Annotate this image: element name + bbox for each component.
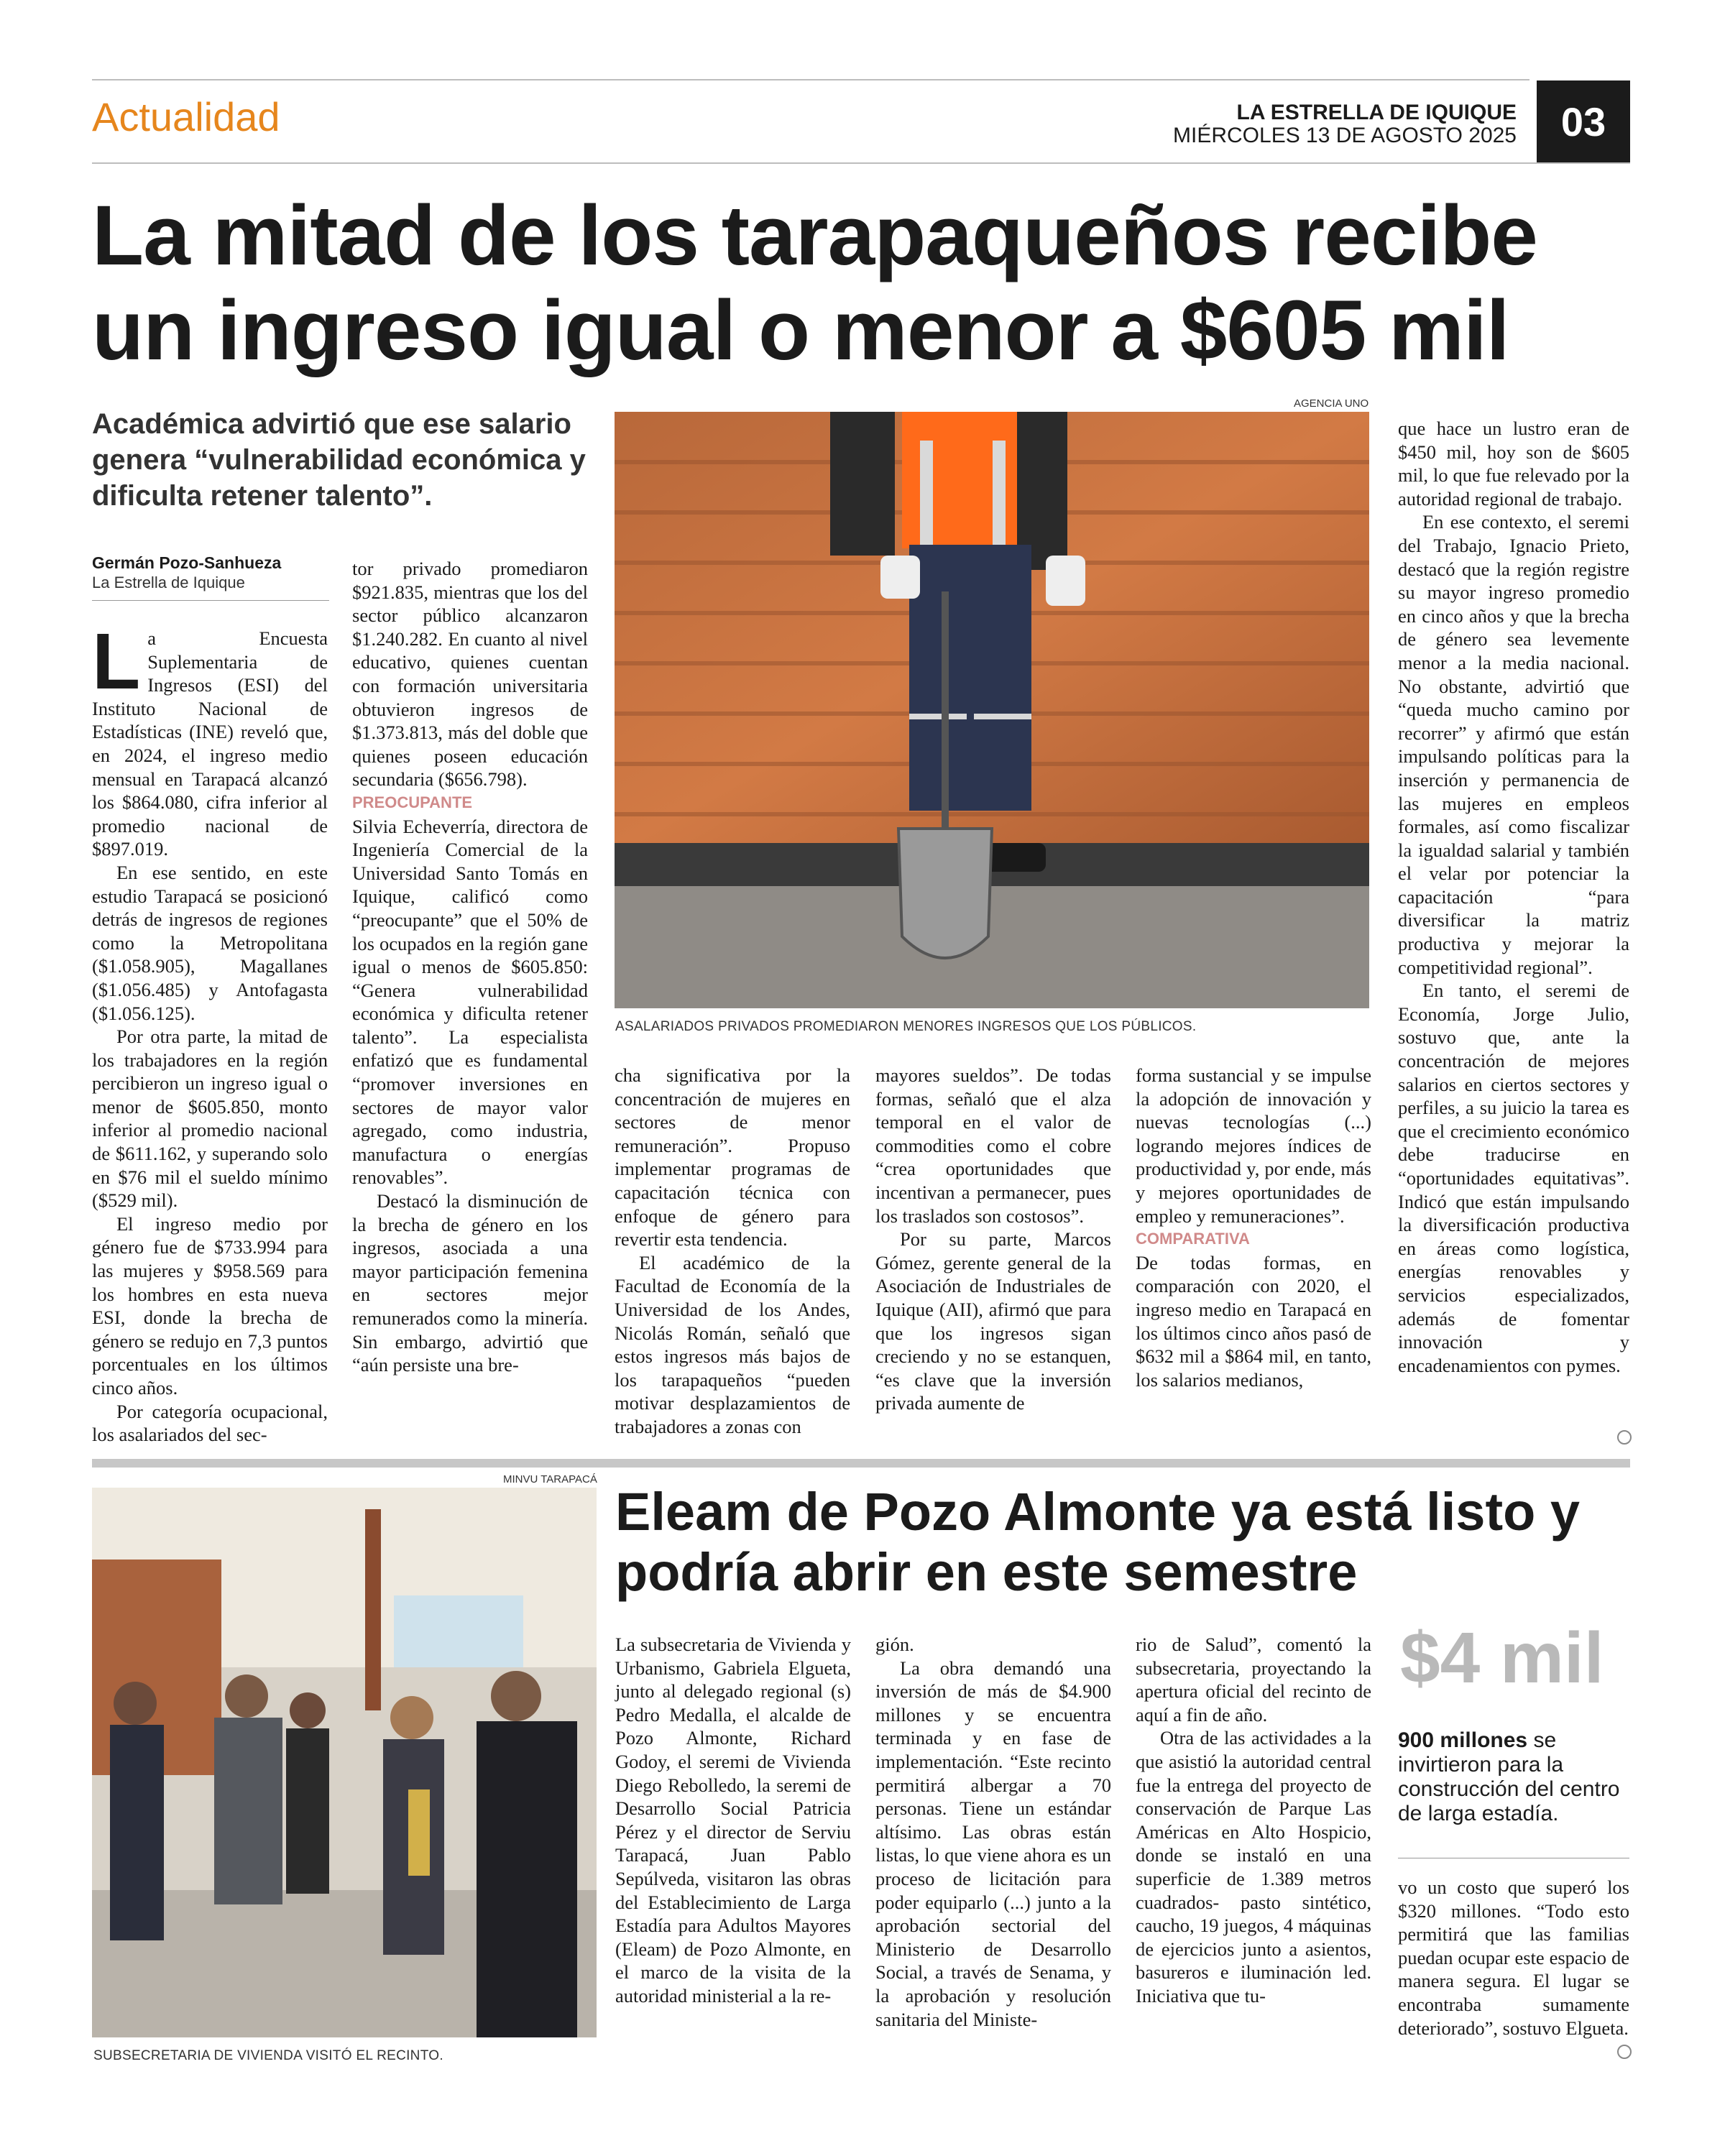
- paragraph: gión.: [875, 1634, 914, 1655]
- subheadline: Académica advirtió que ese salario genera “vulnerabilidad económica y dificulta retener talento”.: [92, 408, 586, 512]
- end-of-article-icon-2: [1617, 2045, 1632, 2059]
- photo-credit-2: MINVU TARAPACÁ: [503, 1473, 597, 1485]
- paragraph: Silvia Echeverría, directora de Ingeniería Comercial de la Universidad Santo Tomás en Iquique, calificó como “preocupante” que el 50% de los ocupados en la región gane igual o menos de $605.850: “Genera vulnerabilidad económica y dificulta retener talento”. La especialista enfatizó que es fundamental “promover inversiones en sectores de mayor valor agregado, como industria, manufactura o energías renovables”.: [352, 815, 588, 1189]
- page-number: 03: [1537, 80, 1630, 163]
- header-top-rule: [92, 79, 1530, 80]
- drop-cap: L: [92, 617, 141, 706]
- photo-credit: AGENCIA UNO: [1294, 397, 1369, 410]
- paragraph: En ese contexto, el seremi del Trabajo, Ignacio Prieto, destacó que la región registre su mayor ingreso promedio en cinco años y que la brecha de género sea levemente menor a la media nacional. No obstante, advirtió que “queda mucho camino por recorrer” y afirmó que están impulsando políticas para la inserción y permanencia de las mujeres en empleos formales, así como fiscalizar la igualdad salarial y también el velar por potenciar la capacitación “para diversificar la matriz productiva y mejorar la competitividad regional”.: [1398, 511, 1629, 978]
- highlight-bold: 900 millones: [1398, 1728, 1528, 1752]
- paragraph: cha significativa por la concentración de mujeres en sectores de menor remuneración”. Propuso implementar programas de capacitación técnica con enfoque de género para revertir esta tendencia.: [615, 1064, 850, 1250]
- paragraph: El académico de la Facultad de Economía de la Universidad de los Andes, Nicolás Román, señaló que estos ingresos más bajos de los tarapaqueños “pueden motivar desplazamientos de trabajadores a zonas con: [615, 1251, 850, 1437]
- article-column-5: [1136, 1064, 1371, 1391]
- paragraph: De todas formas, en comparación con 2020, el ingreso medio en Tarapacá en los últimos cinco años pasó de $632 mil a $864 mil, en tanto, los salarios medianos,: [1136, 1251, 1371, 1391]
- paragraph: que hace un lustro eran de $450 mil, hoy son de $605 mil, lo que fue relevado por la autoridad regional de trabajo.: [1398, 418, 1629, 510]
- paragraph: [92, 617, 328, 861]
- section-label: Actualidad: [92, 94, 280, 139]
- article-column-1: [92, 617, 328, 1447]
- worker-photo-illustration: [615, 412, 1369, 1008]
- article-2-column-3: [1136, 1633, 1371, 2008]
- worker-photo: [615, 412, 1369, 1008]
- headline-2-line-1: Eleam de Pozo Almonte ya está listo y: [615, 1482, 1581, 1542]
- headline-2: [615, 1482, 1622, 1603]
- paragraph: La subsecretaria de Vivienda y Urbanismo, Gabriela Elgueta, junto al delegado regional (s) Pedro Medalla, el alcalde de Pozo Almonte, Richard Godoy, el seremi de Vivienda Diego Rebolledo, la seremi de Desarrollo Social Patricia Pérez y el director de Serviu Tarapacá, Juan Pablo Sepúlveda, visitaron las obras del Establecimiento de Larga Estadía para Adultos Mayores (Eleam) de Pozo Almonte, en el marco de la visita de la autoridad ministerial a la re-: [615, 1634, 851, 2007]
- paragraph: En tanto, el seremi de Economía, Jorge Julio, sostuvo que, ante la concentración de mejores salarios en ciertos sectores y perfiles, a su juicio la tarea es que el crecimiento económico debe traducirse en “oportunidades equitativas”. Indicó que están impulsando la diversificación productiva en áreas como logística, energías renovables y servicios especializados, además de fomentar innovación y encadenamientos con pymes.: [1398, 980, 1629, 1376]
- paragraph-text: a Encuesta Suplementaria de Ingresos (ESI) del Instituto Nacional de Estadísticas (INE) reveló que, en 2024, el ingreso medio mensual en Tarapacá alcanzó los $864.080, cifra inferior al promedio nacional de $897.019.: [92, 627, 328, 860]
- headline-line-1: La mitad de los tarapaqueños recibe: [92, 188, 1537, 283]
- header-bottom-rule: [92, 162, 1630, 164]
- paragraph: tor privado promediaron $921.835, mientras que los del sector público alcanzaron $1.240.282. En cuanto al nivel educativo, quienes cuentan con formación universitaria obtuvieron ingresos de $1.373.813, más del doble que quienes poseen educación secundaria ($656.798).: [352, 558, 588, 791]
- highlight-figure: $4 mil: [1400, 1618, 1604, 1698]
- paragraph: Destacó la disminución de la brecha de género en los ingresos, asociada a una mayor participación femenina en sectores mejor remunerados como la minería. Sin embargo, advirtió que “aún persiste una bre-: [352, 1190, 588, 1376]
- article-column-2: [352, 557, 588, 1377]
- crosshead-preocupante: PREOCUPANTE: [352, 793, 473, 811]
- article-column-6: [1398, 417, 1629, 1377]
- paper-name: LA ESTRELLA DE IQUIQUE: [1236, 101, 1517, 124]
- article-column-3: [615, 1064, 850, 1439]
- crosshead-comparativa: COMPARATIVA: [1136, 1230, 1250, 1248]
- paragraph: El ingreso medio por género fue de $733.994 para las mujeres y $958.569 para los hombres en esta nueva ESI, donde la brecha de género se redujo en 7,3 puntos porcentuales en los últimos cinco años.: [92, 1212, 328, 1399]
- paragraph: Otra de las actividades a la que asistió la autoridad central fue la entrega del proyecto de conservación de Parque Las Américas en Alto Hospicio, donde se instaló en una superficie de 1.389 metros cuadrados- pasto sintético, caucho, 19 juegos, 4 máquinas de ejercicios junto a asientos, basureros e iluminación led. Iniciativa que tu-: [1136, 1727, 1371, 2007]
- paragraph: Por categoría ocupacional, los asalariados del sec-: [92, 1400, 328, 1446]
- byline-author: Germán Pozo-Sanhueza: [92, 553, 282, 572]
- end-of-article-icon: [1617, 1430, 1632, 1445]
- photo-caption-2: SUBSECRETARIA DE VIVIENDA VISITÓ EL RECINTO.: [93, 2048, 443, 2063]
- photo-caption: ASALARIADOS PRIVADOS PROMEDIARON MENORES INGRESOS QUE LOS PÚBLICOS.: [615, 1019, 1197, 1034]
- visit-photo-illustration: [92, 1488, 597, 2037]
- article-2-column-1: [615, 1633, 851, 2008]
- paragraph: La obra demandó una inversión de más de $4.900 millones y se encuentra terminada y en fase de implementación. “Este recinto permitirá albergar a 70 personas. Tiene un estándar altísimo. Las obras están listas, lo que viene ahora es un proceso de licitación para poder equiparlo (...) junto a la aprobación sectorial del Ministerio de Desarrollo Social, a través de Senama, y la aprobación y resolución sanitaria del Ministe-: [875, 1657, 1111, 2030]
- paragraph: rio de Salud”, comentó la subsecretaria, proyectando la apertura oficial del recinto de aquí a fin de año.: [1136, 1634, 1371, 1726]
- paragraph: Por su parte, Marcos Gómez, gerente general de la Asociación de Industriales de Iquique (AII), afirmó que para que los ingresos sigan creciendo y no se estanquen, “es clave que la inversión privada aumente de: [875, 1228, 1111, 1414]
- article-2-column-2: [875, 1633, 1111, 2031]
- article-column-4: [875, 1064, 1111, 1415]
- article-divider: [92, 1459, 1630, 1468]
- paper-date: MIÉRCOLES 13 DE AGOSTO 2025: [1173, 124, 1517, 147]
- highlight-rest: se invirtieron para la construcción del centro de larga estadía.: [1398, 1728, 1620, 1825]
- headline: [92, 188, 1630, 378]
- paragraph: vo un costo que superó los $320 millones. “Todo esto permitirá que las familias puedan ocupar este espacio de manera segura. El lugar se encontraba sumamente deteriorado”, sostuvo Elgueta.: [1398, 1876, 1629, 2039]
- paragraph: mayores sueldos”. De todas formas, señaló que el alza temporal en el valor de commodities como el cobre “crea oportunidades que incentivan a permanecer, pues los traslados son costosos”.: [875, 1064, 1111, 1227]
- highlight-text: [1398, 1728, 1635, 1826]
- byline-publication: La Estrella de Iquique: [92, 573, 245, 591]
- paragraph: En ese sentido, en este estudio Tarapacá se posicionó detrás de ingresos de regiones como la Metropolitana ($1.058.905), Magallanes ($1.056.485) y Antofagasta ($1.056.125).: [92, 861, 328, 1024]
- visit-photo: [92, 1488, 597, 2037]
- headline-line-2: un ingreso igual o menor a $605 mil: [92, 283, 1509, 378]
- paragraph: Por otra parte, la mitad de los trabajadores en la región percibieron un ingreso igual o menor de $605.850, monto inferior al promedio nacional de $611.162, y superando solo en $76 mil el sueldo mínimo ($529 mil).: [92, 1026, 328, 1212]
- headline-2-line-2: podría abrir en este semestre: [615, 1542, 1358, 1602]
- paragraph: forma sustancial y se impulse la adopción de innovación y nuevas tecnologías (...) logrando mejores índices de productividad y, por ende, más y mejores oportunidades de empleo y remuneraciones”.: [1136, 1064, 1371, 1227]
- byline-rule: [92, 600, 329, 601]
- article-2-column-4: [1398, 1876, 1629, 2040]
